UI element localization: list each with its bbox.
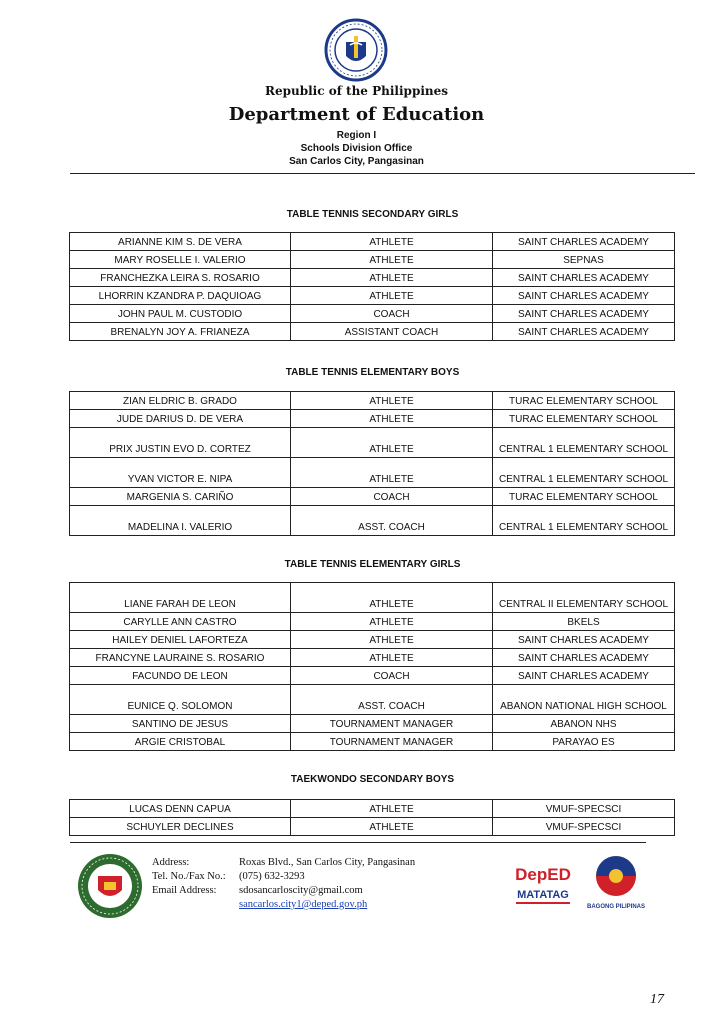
athlete-name: LHORRIN KZANDRA P. DAQUIOAG <box>70 287 291 305</box>
table-row <box>70 410 675 428</box>
table-row <box>70 667 675 685</box>
athlete-name: ARIANNE KIM S. DE VERA <box>70 233 291 251</box>
athlete-school: TURAC ELEMENTARY SCHOOL <box>493 488 675 506</box>
athlete-role: COACH <box>291 667 493 685</box>
tel-label: Tel. No./Fax No.: <box>152 871 226 882</box>
athlete-role: TOURNAMENT MANAGER <box>291 715 493 733</box>
athlete-name: MARGENIA S. CARIÑO <box>70 488 291 506</box>
athlete-role: COACH <box>291 305 493 323</box>
deped-seal-logo <box>324 18 388 82</box>
athlete-name: PRIX JUSTIN EVO D. CORTEZ <box>70 428 291 458</box>
tel-value: (075) 632-3293 <box>239 871 305 882</box>
athlete-role: ASST. COACH <box>291 506 493 536</box>
athlete-school: CENTRAL 1 ELEMENTARY SCHOOL <box>493 428 675 458</box>
athlete-role: ATHLETE <box>291 631 493 649</box>
matatag-wordmark: MATATAG <box>517 889 569 901</box>
athlete-school: SAINT CHARLES ACADEMY <box>493 323 675 341</box>
athlete-school: TURAC ELEMENTARY SCHOOL <box>493 410 675 428</box>
athlete-school: SAINT CHARLES ACADEMY <box>493 649 675 667</box>
address-labels <box>152 856 226 898</box>
athlete-school: SEPNAS <box>493 251 675 269</box>
athlete-school: SAINT CHARLES ACADEMY <box>493 287 675 305</box>
table-row <box>70 251 675 269</box>
athlete-school: CENTRAL 1 ELEMENTARY SCHOOL <box>493 458 675 488</box>
athlete-role: ATHLETE <box>291 392 493 410</box>
athlete-school: SAINT CHARLES ACADEMY <box>493 305 675 323</box>
athlete-school: CENTRAL 1 ELEMENTARY SCHOOL <box>493 506 675 536</box>
table-row <box>70 631 675 649</box>
athlete-name: BRENALYN JOY A. FRIANEZA <box>70 323 291 341</box>
athlete-name: FRANCHEZKA LEIRA S. ROSARIO <box>70 269 291 287</box>
athlete-role: ATHLETE <box>291 458 493 488</box>
athlete-school: VMUF-SPECSCI <box>493 818 675 836</box>
athlete-role: ATHLETE <box>291 251 493 269</box>
athlete-name: MADELINA I. VALERIO <box>70 506 291 536</box>
athlete-role: ATHLETE <box>291 233 493 251</box>
address-values <box>239 856 415 912</box>
athlete-school: BKELS <box>493 613 675 631</box>
table-row <box>70 685 675 715</box>
table-row <box>70 800 675 818</box>
region-heading: Region I <box>336 130 377 141</box>
athlete-school: VMUF-SPECSCI <box>493 800 675 818</box>
deped-matatag-logo <box>508 858 578 914</box>
section-title: TABLE TENNIS ELEMENTARY GIRLS <box>284 559 461 570</box>
office-heading: Schools Division Office <box>300 143 413 154</box>
athlete-school: ABANON NATIONAL HIGH SCHOOL <box>493 685 675 715</box>
email-label: Email Address: <box>152 885 217 896</box>
table-row <box>70 488 675 506</box>
athlete-name: SANTINO DE JESUS <box>70 715 291 733</box>
athlete-role: COACH <box>291 488 493 506</box>
department-heading: Department of Education <box>228 104 485 125</box>
table-row <box>70 818 675 836</box>
deped-wordmark: DepED <box>515 865 571 884</box>
athlete-role: ATHLETE <box>291 269 493 287</box>
table-row <box>70 287 675 305</box>
athlete-name: SCHUYLER DECLINES <box>70 818 291 836</box>
table-row <box>70 733 675 751</box>
table-row <box>70 305 675 323</box>
athlete-name: EUNICE Q. SOLOMON <box>70 685 291 715</box>
athlete-school: SAINT CHARLES ACADEMY <box>493 269 675 287</box>
athlete-role: TOURNAMENT MANAGER <box>291 733 493 751</box>
athlete-name: MARY ROSELLE I. VALERIO <box>70 251 291 269</box>
athlete-school: SAINT CHARLES ACADEMY <box>493 667 675 685</box>
page-number: 17 <box>650 992 664 1007</box>
roster-table <box>69 391 675 536</box>
section-title: TABLE TENNIS SECONDARY GIRLS <box>286 209 459 220</box>
table-row <box>70 458 675 488</box>
athlete-name: FRANCYNE LAURAINE S. ROSARIO <box>70 649 291 667</box>
bagong-pilipinas-logo <box>585 852 647 914</box>
city-heading: San Carlos City, Pangasinan <box>289 156 424 167</box>
email-value[interactable]: sdosancarloscity@gmail.com <box>239 885 363 896</box>
athlete-name: YVAN VICTOR E. NIPA <box>70 458 291 488</box>
table-row <box>70 392 675 410</box>
header-divider <box>70 173 695 174</box>
athlete-role: ATHLETE <box>291 410 493 428</box>
athlete-role: ATHLETE <box>291 818 493 836</box>
athlete-role: ATHLETE <box>291 428 493 458</box>
address-value: Roxas Blvd., San Carlos City, Pangasinan <box>239 857 416 868</box>
athlete-role: ATHLETE <box>291 649 493 667</box>
table-row <box>70 269 675 287</box>
athlete-name: LIANE FARAH DE LEON <box>70 583 291 613</box>
athlete-name: CARYLLE ANN CASTRO <box>70 613 291 631</box>
athlete-school: PARAYAO ES <box>493 733 675 751</box>
section-title: TABLE TENNIS ELEMENTARY BOYS <box>285 367 460 378</box>
athlete-name: FACUNDO DE LEON <box>70 667 291 685</box>
roster-table <box>69 232 675 341</box>
athlete-school: TURAC ELEMENTARY SCHOOL <box>493 392 675 410</box>
athlete-role: ATHLETE <box>291 583 493 613</box>
athlete-role: ATHLETE <box>291 613 493 631</box>
athlete-name: ZIAN ELDRIC B. GRADO <box>70 392 291 410</box>
section-title: TAEKWONDO SECONDARY BOYS <box>290 774 455 785</box>
athlete-school: CENTRAL II ELEMENTARY SCHOOL <box>493 583 675 613</box>
athlete-name: JUDE DARIUS D. DE VERA <box>70 410 291 428</box>
email-link[interactable]: sancarlos.city1@deped.gov.ph <box>239 899 368 910</box>
republic-heading: Republic of the Philippines <box>264 84 449 98</box>
athlete-role: ATHLETE <box>291 800 493 818</box>
footer-divider <box>70 842 646 843</box>
athlete-name: LUCAS DENN CAPUA <box>70 800 291 818</box>
athlete-role: ATHLETE <box>291 287 493 305</box>
table-row <box>70 233 675 251</box>
athlete-name: JOHN PAUL M. CUSTODIO <box>70 305 291 323</box>
bagong-pilipinas-wordmark: BAGONG PILIPINAS <box>586 904 646 910</box>
athlete-school: ABANON NHS <box>493 715 675 733</box>
table-row <box>70 715 675 733</box>
athlete-name: HAILEY DENIEL LAFORTEZA <box>70 631 291 649</box>
table-row <box>70 613 675 631</box>
address-label: Address: <box>152 857 190 868</box>
athlete-name: ARGIE CRISTOBAL <box>70 733 291 751</box>
roster-table <box>69 582 675 751</box>
athlete-school: SAINT CHARLES ACADEMY <box>493 631 675 649</box>
table-row <box>70 323 675 341</box>
roster-table <box>69 799 675 836</box>
table-row <box>70 506 675 536</box>
table-row <box>70 649 675 667</box>
sdo-seal-logo <box>76 852 144 920</box>
athlete-school: SAINT CHARLES ACADEMY <box>493 233 675 251</box>
athlete-role: ASSISTANT COACH <box>291 323 493 341</box>
table-row <box>70 428 675 458</box>
athlete-role: ASST. COACH <box>291 685 493 715</box>
table-row <box>70 583 675 613</box>
